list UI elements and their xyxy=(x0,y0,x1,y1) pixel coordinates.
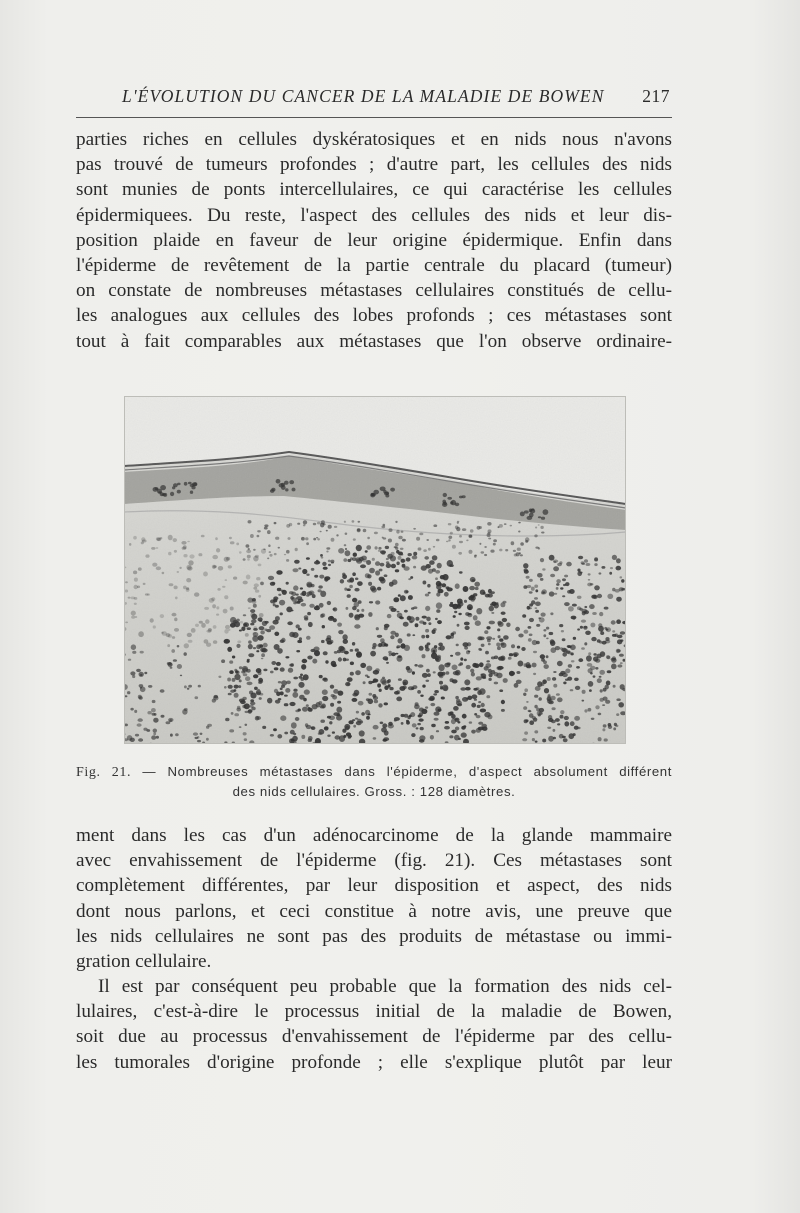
text-line: l'épiderme de revêtement de la partie centrale du placard (tumeur) xyxy=(76,254,672,276)
text-line: on constate de nombreuses métastases cellulaires constitués de cellu- xyxy=(76,280,672,302)
paragraph-2 xyxy=(76,823,672,974)
figure-label: Fig. 21. xyxy=(76,765,132,780)
caption-line-2: des nids cellulaires. Gross. : 128 diamètres. xyxy=(232,784,516,799)
text-line: ment dans les cas d'un adénocarcinome de la glande mammaire xyxy=(76,825,672,846)
caption-line-1 xyxy=(76,762,672,782)
text-line: complètement différentes, par leur disposition et aspect, des nids xyxy=(76,875,672,897)
text-line: avec envahissement de l'épiderme (fig. 21). Ces métastases sont xyxy=(76,850,672,872)
text-line: position plaide en faveur de leur origine épidermique. Enfin dans xyxy=(76,229,672,251)
micrograph-image xyxy=(124,396,626,744)
text-line: soit due au processus d'envahissement de l'épiderme par des cellu- xyxy=(76,1026,672,1048)
caption-text-1: — Nombreuses métastases dans l'épiderme, d'aspect absolument différent xyxy=(142,764,673,779)
running-title: L'ÉVOLUTION DU CANCER DE LA MALADIE DE BOWEN xyxy=(122,86,605,106)
text-line: pas trouvé de tumeurs profondes ; d'autre part, les cellules des nids xyxy=(76,154,672,176)
header-rule xyxy=(76,117,672,118)
text-line: Il est par conséquent peu probable que la formation des nids cel- xyxy=(98,976,672,997)
text-line: les tumorales d'origine profonde ; elle s'explique plutôt par leur xyxy=(76,1051,672,1073)
paragraph-3 xyxy=(76,974,672,1075)
text-line: lulaires, c'est-à-dire le processus initial de la maladie de Bowen, xyxy=(76,1001,672,1023)
paragraph-1 xyxy=(76,127,672,354)
text-line: gration cellulaire. xyxy=(76,950,212,972)
text-line: les nids cellulaires ne sont pas des produits de métastase ou immi- xyxy=(76,925,672,947)
text-line: les analogues aux cellules des lobes profonds ; ces métastases sont xyxy=(76,305,672,327)
film-grain xyxy=(124,396,626,744)
text-line: sont munies de ponts intercellulaires, ce qui caractérise les cellules xyxy=(76,179,672,201)
text-line: tout à fait comparables aux métastases que l'on observe ordinaire- xyxy=(76,330,672,352)
micrograph-figure xyxy=(124,396,626,744)
text-line: épidermiquees. Du reste, l'aspect des cellules des nids et leur dis- xyxy=(76,204,672,226)
text-line: parties riches en cellules dyskératosiques et en nids nous n'avons xyxy=(76,129,672,150)
running-head xyxy=(76,86,672,116)
text-line: dont nous parlons, et ceci constitue à notre avis, une preuve que xyxy=(76,900,672,922)
page-number: 217 xyxy=(642,86,670,106)
figure-caption xyxy=(76,762,672,801)
